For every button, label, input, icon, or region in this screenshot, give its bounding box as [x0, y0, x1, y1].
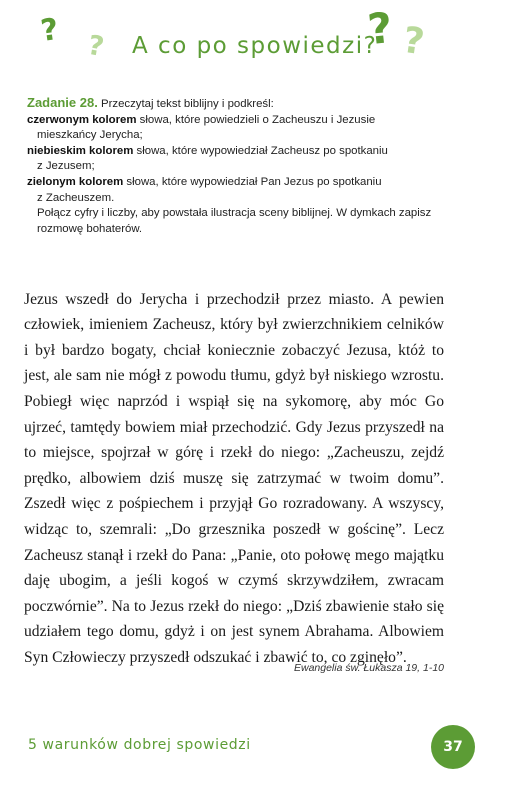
passage-source: Ewangelia św. Łukasza 19, 1-10: [293, 662, 444, 674]
task-line-red-cont: mieszkańcy Jerycha;: [37, 129, 143, 142]
task-closing: Połącz cyfry i liczby, aby powstała ilustracja sceny biblijnej. W dymkach zapisz rozmowę bohaterów.: [37, 207, 432, 235]
question-mark-icon: ?: [365, 2, 395, 55]
question-mark-icon: ?: [400, 19, 427, 64]
task-line-green-text: słowa, które wypowiedział Pan Jezus po spotkaniu: [123, 175, 382, 188]
task-line-red-bold: czerwonym kolorem: [27, 113, 137, 126]
page-number-badge: [431, 725, 475, 769]
task-line-red-text: słowa, które powiedzieli o Zacheuszu i Jezusie: [136, 113, 376, 126]
task-line-green: [27, 175, 437, 191]
page-number: 37: [443, 739, 463, 755]
task-line-red: [27, 113, 437, 129]
task-line-blue-cont: z Jezusem;: [37, 160, 95, 173]
footer-title: 5 warunków dobrej spowiedzi: [28, 737, 251, 753]
question-mark-icon: ?: [38, 11, 61, 50]
task-line-blue-bold: niebieskim kolorem: [27, 144, 134, 157]
task-intro: [27, 95, 437, 113]
question-mark-icon: ?: [85, 29, 107, 64]
bible-passage: Jezus wszedł do Jerycha i przechodził przez miasto. A pewien człowiek, imieniem Zacheusz, który był zwierzchnikiem celników i był bardzo bogaty, chciał koniecznie zobaczyć Jezusa, któż to jest, ale sam nie mógł z powodu tłumu, gdyż był niskiego wzrostu. Pobiegł więc naprzód i wspiął się na sykomorę, aby móc Go ujrzeć, tamtędy bowiem miał przechodzić. Gdy Jezus przyszedł na to miejsce, spojrzał w górę i rzekł do niego: „Zacheuszu, zejdź prędko, albowiem dziś muszę się zatrzymać w twoim domu”. Zszedł więc z pośpiechem i przyjął Go rozradowany. A wszyscy, widząc to, szemrali: „Do grzesznika poszedł w gościnę”. Lecz Zacheusz stanął i rzekł do Pana: „Panie, oto połowę mego majątku daję ubogim, a jeśli kogoś w czymś skrzywdziłem, zwracam poczwórnie”. Na to Jezus rzekł do niego: „Dziś zbawienie stało się udziałem tego domu, gdyż i on jest synem Abrahama. Albowiem Syn Człowieczy przyszedł odszukać i zbawić to, co zginęło”.: [24, 290, 444, 666]
task-line-green-cont: z Zacheuszem.: [37, 191, 115, 204]
task-line-blue-text: słowa, które wypowiedział Zacheusz po spotkaniu: [133, 144, 388, 157]
page-title: A co po spowiedzi?: [132, 33, 378, 59]
task-line-green-bold: zielonym kolorem: [27, 175, 124, 188]
task-instructions: [27, 95, 437, 237]
task-label: Zadanie 28.: [27, 95, 98, 110]
task-line-blue: [27, 144, 437, 160]
task-intro-text: Przeczytaj tekst biblijny i podkreśl:: [97, 98, 274, 110]
